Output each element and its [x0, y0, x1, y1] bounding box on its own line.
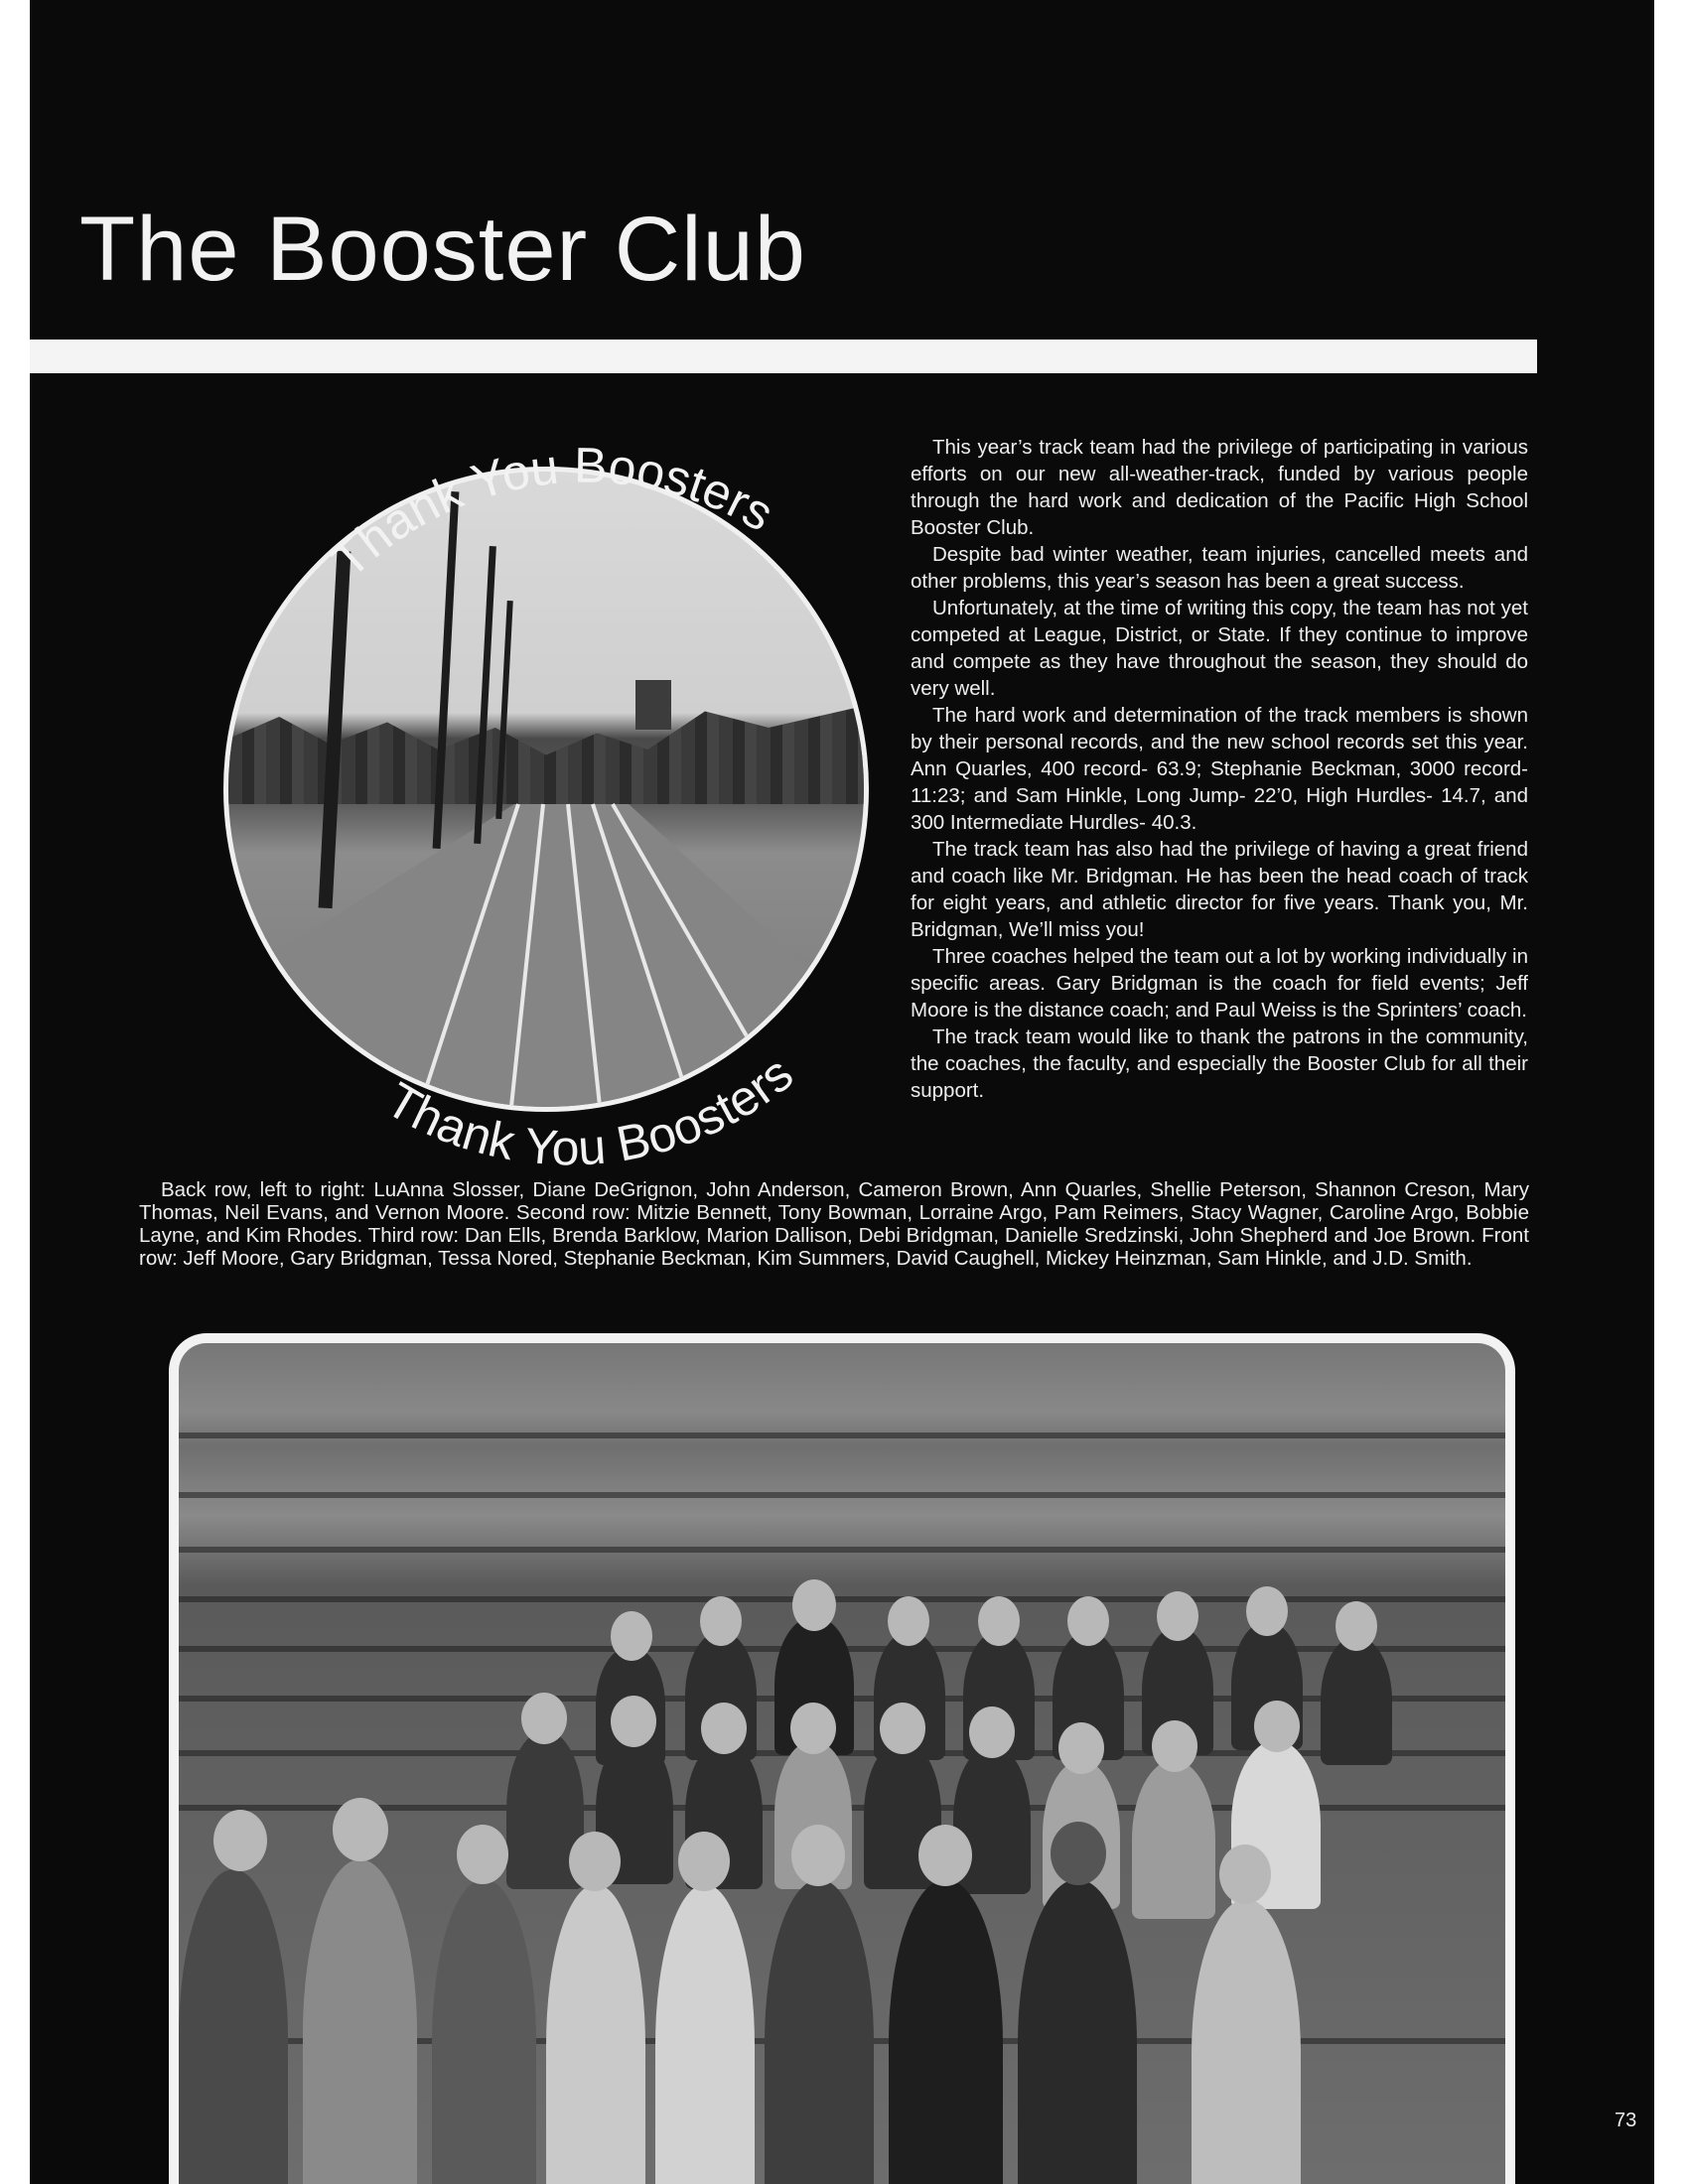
team-member-face — [918, 1825, 972, 1886]
team-member-face — [700, 1596, 742, 1646]
bleacher-step — [179, 1547, 1505, 1553]
paragraph: The hard work and determination of the track members is shown by their personal records, and the new school records set this year. Ann Quarles, 400 record- 63.9; Stephanie Beckman, 3000 record- 11:23; and Sam Hinkle, Long Jump- 22’0, High Hurdles- 14.7, and 300 Intermediate Hurdles- 40.3. — [911, 704, 1528, 834]
team-member-face — [969, 1706, 1015, 1758]
team-member-face — [1067, 1596, 1109, 1646]
team-member — [546, 1884, 645, 2184]
team-member — [432, 1879, 536, 2184]
team-member — [179, 1869, 288, 2184]
paragraph: The track team would like to thank the patrons in the community, the coaches, the faculty, and especially the Booster Club for all their support. — [911, 1025, 1528, 1102]
paragraph: Unfortunately, at the time of writing this copy, the team has not yet competed at League, District, or State. If they continue to improve and compete as they have throughout the season, they should do very well. — [911, 597, 1528, 700]
bleacher-step — [179, 1596, 1505, 1602]
team-member — [655, 1884, 755, 2184]
team-member-face — [1157, 1591, 1198, 1641]
team-member-face — [790, 1703, 836, 1754]
team-member — [1018, 1879, 1137, 2184]
team-member — [1132, 1760, 1215, 1919]
team-member-face — [1051, 1822, 1106, 1885]
team-member-face — [978, 1596, 1020, 1646]
paragraph: Three coaches helped the team out a lot by working individually in specific areas. Gary Bridgman is the coach for field events; Jeff Moore is the distance coach; and Paul Weiss is the Sprinters’ coach. — [911, 945, 1528, 1022]
title-rule — [30, 340, 1537, 373]
team-member — [1321, 1636, 1392, 1765]
bleacher-step — [179, 1492, 1505, 1498]
bleacher-step — [179, 1433, 1505, 1438]
team-member — [303, 1859, 417, 2184]
curved-caption-art — [218, 377, 933, 1201]
team-member-face — [521, 1693, 567, 1744]
team-member-face — [611, 1611, 652, 1661]
team-member — [765, 1879, 874, 2184]
team-member-face — [1058, 1722, 1104, 1774]
team-member-face — [611, 1696, 656, 1747]
team-member-face — [1336, 1601, 1377, 1651]
team-member-face — [791, 1825, 845, 1886]
team-member-face — [888, 1596, 929, 1646]
team-member-face — [1246, 1586, 1288, 1636]
team-member-face — [678, 1832, 730, 1891]
team-member-face — [1219, 1844, 1271, 1904]
team-member — [1192, 1899, 1301, 2184]
team-member-face — [333, 1798, 388, 1861]
page-number: 73 — [1615, 2110, 1637, 2131]
yearbook-page — [30, 0, 1654, 2184]
paragraph: Despite bad winter weather, team injuries, cancelled meets and other problems, this year’s season has been a great success. — [911, 543, 1528, 593]
team-member — [889, 1879, 1003, 2184]
paragraph: The track team has also had the privilege of having a great friend and coach like Mr. Bridgman. He has been the head coach of track for eight years, and athletic director for five years. Thank you, Mr. Bridgman, We’ll miss you! — [911, 838, 1528, 941]
curved-text-top: Thank You Boosters — [321, 437, 783, 589]
team-member-face — [1152, 1720, 1197, 1772]
team-member-face — [1254, 1701, 1300, 1752]
team-member-face — [457, 1825, 508, 1884]
team-member-face — [792, 1579, 836, 1631]
team-member-face — [880, 1703, 925, 1754]
team-member-face — [213, 1810, 267, 1871]
photo-caption: Back row, left to right: LuAnna Slosser, Diane DeGrignon, John Anderson, Cameron Brown, Ann Quarles, Shellie Peterson, Shannon Creson, Mary Thomas, Neil Evans, and Vernon Moore. Second row: Mitzie Bennett, Tony Bowman, Lorraine Argo, Pam Reimers, Stacy Wagner, Caroline Argo, Bobbie Layne, and Kim Rhodes. Third row: Dan Ells, Brenda Barklow, Marion Dallison, Debi Bridgman, Danielle Sredzinski, John Shepherd and Joe Brown. Front row: Jeff Moore, Gary Bridgman, Tessa Nored, Stephanie Beckman, Kim Summers, David Caughell, Mickey Heinzman, Sam Hinkle, and J.D. Smith. — [139, 1178, 1529, 1270]
team-member-face — [569, 1832, 621, 1891]
article-body — [911, 434, 1528, 1104]
team-member-face — [701, 1703, 747, 1754]
page-title: The Booster Club — [79, 199, 806, 300]
paragraph: This year’s track team had the privilege of participating in various efforts on our new all-weather-track, funded by various people through the hard work and dedication of the Pacific High School Booster Club. — [911, 436, 1528, 539]
curved-text-bottom: Thank You Boosters — [376, 1045, 803, 1176]
team-photo — [169, 1333, 1515, 2184]
